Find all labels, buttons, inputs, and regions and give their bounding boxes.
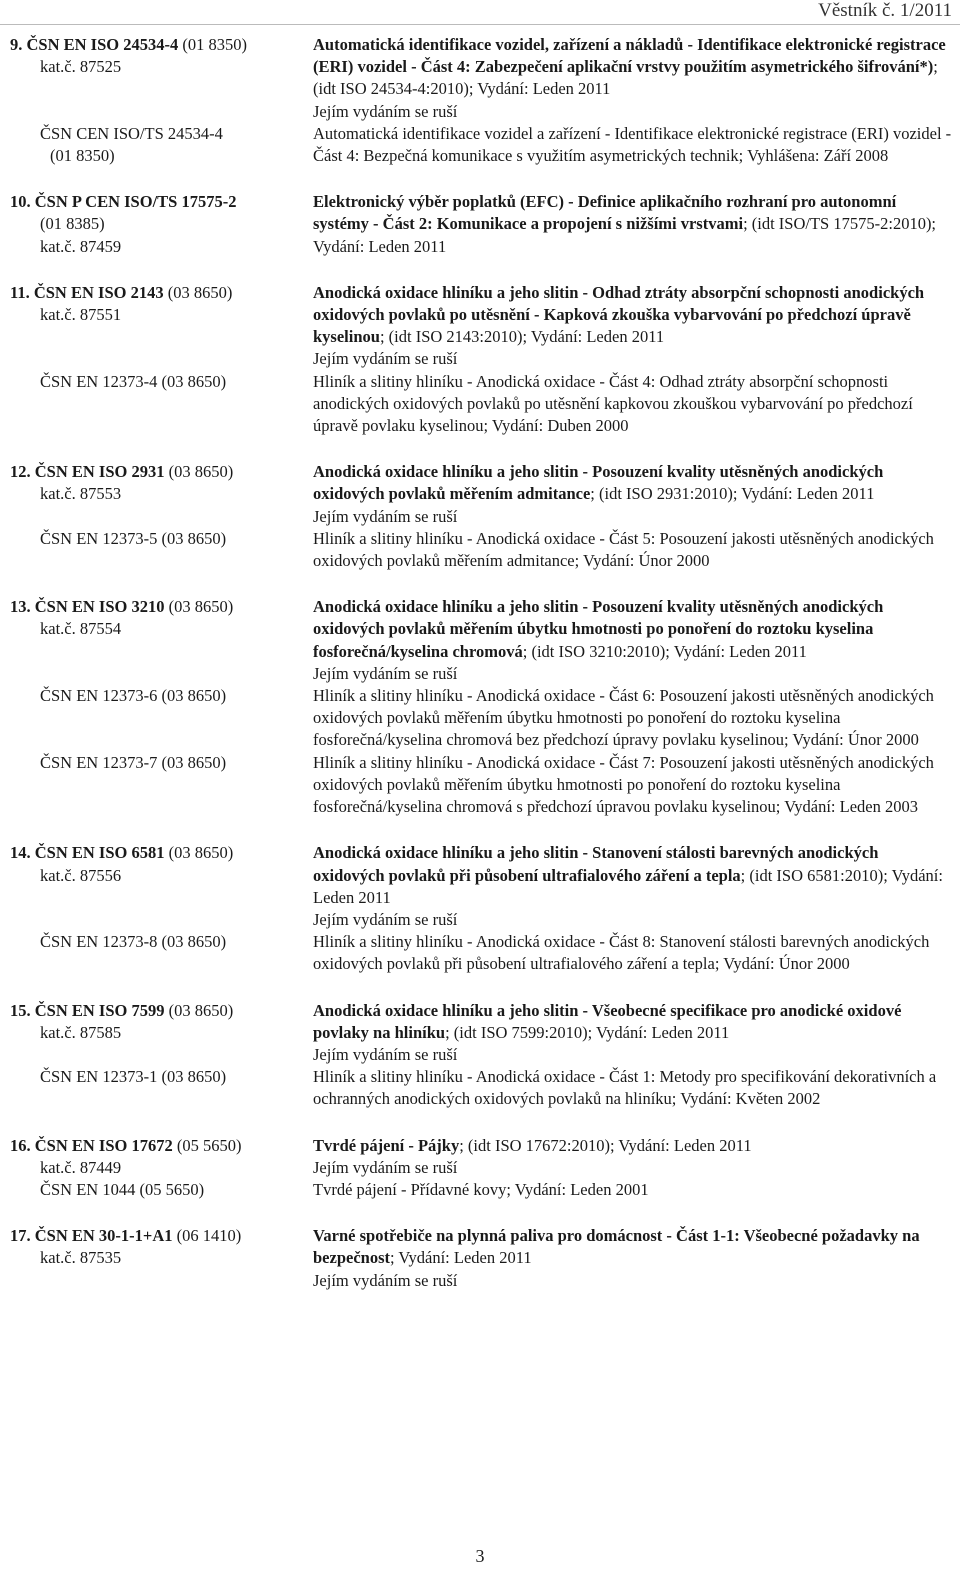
entry-code-block: [0, 1225, 313, 1292]
cancel-note: Jejím vydáním se ruší: [313, 1270, 458, 1290]
standard-title: Anodická oxidace hliníku a jeho slitin - Odhad ztráty absorpční schopnosti anodických oxidových povlaků po utěsnění - Kapková zkouška vybarvování po předchozí úpravě kyselinou: [313, 282, 925, 347]
replaced-row: [0, 752, 960, 819]
standard-entry: [0, 34, 960, 167]
standard-details: ; (idt ISO 24534-4:2010); Vydání: Leden 2011: [313, 57, 938, 99]
replaced-description: Automatická identifikace vozidel a zařízení - Identifikace elektronické registrace (ERI) vozidel - Část 4: Bezpečná komunikace s využitím asymetrických technik; Vyhlášena: Září 2008: [313, 123, 952, 166]
replaced-row: [0, 685, 960, 752]
entry-description: [313, 1225, 953, 1292]
cancel-note: Jejím vydáním se ruší: [313, 101, 458, 121]
catalog-number: kat.č. 87585: [40, 1022, 122, 1042]
entry-main-row: [0, 596, 960, 685]
replaced-description: Tvrdé pájení - Přídavné kovy; Vydání: Leden 2001: [313, 1179, 649, 1199]
standard-title: Anodická oxidace hliníku a jeho slitin - Všeobecné specifikace pro anodické oxidové povlaky na hliníku: [313, 1000, 902, 1042]
replaced-row: [0, 528, 960, 572]
entry-description: [313, 34, 953, 123]
replaced-row: [0, 931, 960, 975]
replaced-standard-code: ČSN EN 12373-1 (03 8650): [40, 1067, 227, 1087]
standard-title: Tvrdé pájení - Pájky: [313, 1135, 460, 1155]
entry-code-line: [10, 1135, 313, 1157]
standard-class-code: (03 8650): [164, 597, 234, 617]
replaced-row: [0, 371, 960, 438]
entry-main-row: [0, 1000, 960, 1067]
replaced-row: [0, 123, 960, 167]
cancel-note: Jejím vydáním se ruší: [313, 909, 458, 929]
replaced-standard-code: ČSN EN 12373-5 (03 8650): [40, 528, 227, 548]
standard-code: ČSN EN 30-1-1+A1: [34, 1226, 173, 1246]
replaced-code-block: [0, 1179, 313, 1201]
entry-code-line: [10, 461, 313, 483]
replaced-code-block: [0, 685, 313, 752]
entry-main-row: [0, 191, 960, 258]
standard-details: ; Vydání: Leden 2011: [390, 1248, 532, 1268]
entry-code-line: [10, 1000, 313, 1022]
standard-details: ; (idt ISO 2931:2010); Vydání: Leden 2011: [590, 484, 875, 504]
replaced-description: Hliník a slitiny hliníku - Anodická oxidace - Část 8: Stanovení stálosti barevných anodických oxidových povlaků při působení ultrafialového záření a tepla; Vydání: Únor 2000: [313, 932, 930, 974]
entry-main-row: [0, 461, 960, 528]
replaced-code-block: [0, 528, 313, 572]
standard-title: Automatická identifikace vozidel, zařízení a nákladů - Identifikace elektronické registrace (ERI) vozidel - Část 4: Zabezpečení aplikační vrstvy použitím asymetrického šifrování*): [313, 35, 946, 77]
replaced-code-block: [0, 123, 313, 167]
standard-class-code: (03 8650): [164, 843, 234, 863]
standard-class-code: (03 8650): [164, 462, 234, 482]
standard-entry: [0, 596, 960, 818]
standard-details: ; (idt ISO 2143:2010); Vydání: Leden 2011: [379, 327, 665, 347]
replaced-description: Hliník a slitiny hliníku - Anodická oxidace - Část 4: Odhad ztráty absorpční schopnosti anodických oxidových povlaků po utěsnění kapkovou zkouškou vybarvování po předchozí úpravě povlaku kyselinou; Vydání: Duben 2000: [313, 371, 913, 436]
entry-code-block: [0, 461, 313, 528]
entry-code-block: [0, 191, 313, 258]
entry-description: [313, 461, 953, 528]
cancel-note: Jejím vydáním se ruší: [313, 663, 458, 683]
entry-description: [313, 596, 953, 685]
standard-title: Elektronický výběr poplatků (EFC) - Definice aplikačního rozhraní pro autonomní systémy - Část 2: Komunikace a propojení s nižšími vrstvami: [313, 192, 897, 234]
entry-code-line: [10, 282, 313, 304]
entry-main-row: [0, 34, 960, 123]
entry-number: 12.: [10, 462, 31, 482]
entry-description: [313, 1135, 953, 1179]
standard-entry: [0, 1000, 960, 1111]
standard-title: Anodická oxidace hliníku a jeho slitin - Posouzení kvality utěsněných anodických oxidových povlaků měřením úbytku hmotnosti po ponoření do roztoku kyselina fosforečná/kyselina chromová: [313, 597, 884, 661]
replaced-description: Hliník a slitiny hliníku - Anodická oxidace - Část 6: Posouzení jakosti utěsněných anodických oxidových povlaků měřením úbytku hmotnosti po ponoření do roztoku kyselina fosforečná/kyselina chromová bez předchozí úpravy povlaku kyselinou; Vydání: Únor 2000: [313, 686, 934, 750]
entry-number: 16.: [10, 1135, 31, 1155]
entry-code-block: [0, 596, 313, 685]
journal-header: Věstník č. 1/2011: [818, 0, 952, 21]
catalog-number: kat.č. 87525: [40, 57, 122, 77]
entry-main-row: [0, 1225, 960, 1292]
standard-entry: [0, 1225, 960, 1292]
standard-details: ; (idt ISO 3210:2010); Vydání: Leden 2011: [522, 641, 807, 661]
catalog-number: kat.č. 87449: [40, 1157, 122, 1177]
standard-title: Anodická oxidace hliníku a jeho slitin - Stanovení stálosti barevných anodických oxidových povlaků při působení ultrafialového záření a tepla: [313, 843, 879, 885]
standard-code: ČSN EN ISO 2143: [33, 282, 164, 302]
catalog-number: kat.č. 87551: [40, 305, 122, 325]
entry-number: 9.: [10, 35, 23, 54]
standard-class-code: (03 8650): [163, 282, 233, 302]
catalog-number: kat.č. 87459: [40, 236, 122, 256]
replaced-code-block: [0, 931, 313, 975]
entry-description: [313, 1000, 953, 1067]
entry-description: [313, 282, 953, 371]
standard-details: ; (idt ISO 6581:2010); Vydání: Leden 2011: [313, 865, 943, 907]
entry-code-line: [10, 842, 313, 864]
standard-code: ČSN EN ISO 24534-4: [26, 35, 179, 54]
cancel-note: Jejím vydáním se ruší: [313, 1044, 458, 1064]
replaced-standard-code: ČSN EN 12373-7 (03 8650): [40, 752, 227, 772]
entry-code-line: [10, 1225, 313, 1247]
standard-code: ČSN EN ISO 17672: [34, 1135, 173, 1155]
entry-number: 17.: [10, 1226, 31, 1246]
replaced-standard-code: ČSN EN 12373-6 (03 8650): [40, 686, 227, 706]
entry-main-row: [0, 282, 960, 371]
replaced-code-block: [0, 1066, 313, 1110]
standard-details: ; (idt ISO 17672:2010); Vydání: Leden 2011: [459, 1135, 752, 1155]
entry-code-block: [0, 1135, 313, 1179]
replaced-code-block: [0, 371, 313, 438]
entry-number: 10.: [10, 192, 31, 212]
header-rule: [0, 24, 960, 25]
standard-details: ; (idt ISO 7599:2010); Vydání: Leden 2011: [445, 1022, 730, 1042]
replaced-standard-code: ČSN EN 12373-4 (03 8650): [40, 371, 227, 391]
replaced-standard-code: ČSN CEN ISO/TS 24534-4: [40, 123, 223, 143]
standard-code: ČSN EN ISO 6581: [34, 843, 165, 863]
entry-number: 15.: [10, 1000, 31, 1020]
standard-title: Anodická oxidace hliníku a jeho slitin - Posouzení kvality utěsněných anodických oxidových povlaků měřením admitance: [313, 462, 884, 504]
standard-code: ČSN EN ISO 2931: [34, 462, 165, 482]
standard-class-code: (03 8650): [164, 1000, 234, 1020]
replaced-standard-class-code: (01 8350): [50, 146, 115, 166]
replaced-code-block: [0, 752, 313, 819]
catalog-number: kat.č. 87553: [40, 484, 122, 504]
replaced-standard-code: ČSN EN 1044 (05 5650): [40, 1179, 205, 1199]
replaced-description: Hliník a slitiny hliníku - Anodická oxidace - Část 5: Posouzení jakosti utěsněných anodických oxidových povlaků měřením admitance; Vydání: Únor 2000: [313, 528, 934, 571]
entry-code-line: [10, 34, 313, 56]
cancel-note: Jejím vydáním se ruší: [313, 349, 458, 369]
standard-entry: [0, 282, 960, 437]
standard-details: ; (idt ISO/TS 17575-2:2010); Vydání: Leden 2011: [313, 214, 937, 256]
replaced-description: Hliník a slitiny hliníku - Anodická oxidace - Část 1: Metody pro specifikování dekorativních a ochranných anodických oxidových povlaků na hliníku; Vydání: Květen 2002: [313, 1067, 937, 1109]
standard-entry: [0, 461, 960, 572]
replaced-description: Hliník a slitiny hliníku - Anodická oxidace - Část 7: Posouzení jakosti utěsněných anodických oxidových povlaků měřením úbytku hmotnosti po ponoření do roztoku kyselina fosforečná/kyselina chromová s předchozí úpravou povlaku kyselinou; Vydání: Leden 2003: [313, 752, 934, 817]
replaced-row: [0, 1179, 960, 1201]
entry-description: [313, 842, 953, 931]
entry-number: 11.: [10, 282, 30, 302]
standard-title: Varné spotřebiče na plynná paliva pro domácnost - Část 1-1: Všeobecné požadavky na bezpečnost: [313, 1226, 920, 1268]
cancel-note: Jejím vydáním se ruší: [313, 506, 458, 526]
entry-number: 13.: [10, 597, 31, 617]
entry-description: [313, 191, 953, 258]
catalog-number: kat.č. 87556: [40, 865, 122, 885]
entry-code-block: [0, 842, 313, 931]
entry-code-block: [0, 1000, 313, 1067]
replaced-row: [0, 1066, 960, 1110]
replaced-standard-code: ČSN EN 12373-8 (03 8650): [40, 932, 227, 952]
standard-entry: [0, 842, 960, 975]
standard-class-code-line2: (01 8385): [40, 214, 105, 234]
standard-class-code: (05 5650): [172, 1135, 242, 1155]
entry-code-block: [0, 282, 313, 371]
standards-list: [0, 34, 960, 1316]
standard-class-code: (01 8350): [178, 35, 247, 54]
standard-code: ČSN EN ISO 3210: [34, 597, 165, 617]
entry-number: 14.: [10, 843, 31, 863]
entry-main-row: [0, 1135, 960, 1179]
standard-entry: [0, 191, 960, 258]
standard-class-code: (06 1410): [172, 1226, 242, 1246]
cancel-note: Jejím vydáním se ruší: [313, 1157, 458, 1177]
catalog-number: kat.č. 87554: [40, 619, 122, 639]
entry-code-block: [0, 34, 313, 123]
standard-code: ČSN P CEN ISO/TS 17575-2: [34, 192, 237, 212]
entry-code-line: [10, 596, 313, 618]
entry-code-line: [10, 191, 313, 213]
page-number: 3: [475, 1546, 485, 1566]
entry-main-row: [0, 842, 960, 931]
standard-code: ČSN EN ISO 7599: [34, 1000, 165, 1020]
catalog-number: kat.č. 87535: [40, 1248, 122, 1268]
standard-entry: [0, 1135, 960, 1202]
